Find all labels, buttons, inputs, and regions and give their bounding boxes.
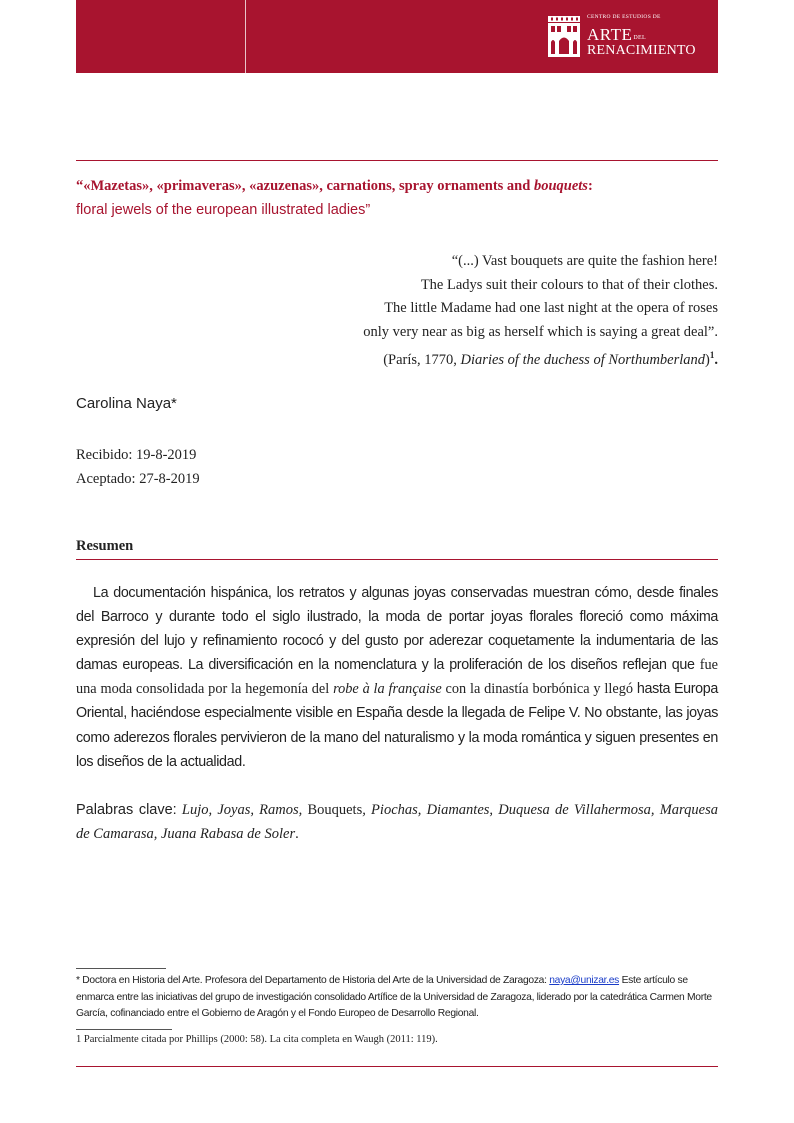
- keywords-label: Palabras clave:: [76, 802, 177, 818]
- epigraph-line: only very near as big as herself which is saying a great deal”.: [363, 323, 718, 340]
- footnote-1: 1 Parcialmente citada por Phillips (2000: 58). La cita completa en Waugh (2011: 119).: [76, 1034, 438, 1045]
- logo-small-text: CENTRO DE ESTUDIOS DE: [587, 14, 661, 20]
- header-divider: [245, 0, 246, 73]
- article-title: “«Mazetas», «primaveras», «azuzenas», carnations, spray ornaments and bouquets:: [76, 178, 593, 194]
- logo-renacimiento-text: RENACIMIENTO: [587, 43, 696, 58]
- page-header: [76, 0, 718, 73]
- abstract-paragraph: La documentación hispánica, los retratos y algunas joyas conservadas muestran cómo, desde finales del Barroco y durante todo el siglo ilustrado, la moda de portar joyas florales floreció como máxima expresión del lujo y refinamiento rococó y del gusto por aderezar coquetamente la indumentaria de las damas europeas. La diversificación en la nomenclatura y la proliferación de los diseños reflejan que fue una moda consolidada por la hegemonía del robe à la française con la dinastía borbónica y llegó hasta Europa Oriental, haciéndose especialmente visible en España desde la llegada de Felipe V. No obstante, las joyas como aderezos florales pervivieron de la mano del naturalismo y la moda romántica y siguen presentes en los diseños de la actualidad.: [76, 585, 718, 770]
- footnote-author: * Doctora en Historia del Arte. Profesora del Departamento de Historia del Arte de la Universidad de Zaragoza: naya@unizar.es Este artículo se enmarca entre las iniciativas del grupo de investigación consolidado Artífice de la Universidad de Zaragoza, liderado por la catedrática Carmen Morte García, cofinanciado entre el Gobierno de Aragón y el Fondo Europeo de Desarrollo Regional.: [76, 975, 712, 1019]
- footnote-rule: [76, 968, 166, 969]
- received-date: Recibido: 19-8-2019: [76, 447, 197, 463]
- article-dates: [76, 443, 200, 491]
- logo-arte-text: ARTEDEL: [587, 25, 646, 44]
- resumen-rule: [76, 559, 718, 560]
- epigraph-line: The Ladys suit their colours to that of their clothes.: [420, 276, 718, 293]
- building-logo-icon: [547, 14, 581, 58]
- title-top-rule: [76, 160, 718, 161]
- footnote-rule-2: [76, 1029, 172, 1030]
- epigraph-line: The little Madame had one last night at the opera of roses: [384, 300, 718, 316]
- accepted-date: Aceptado: 27-8-2019: [76, 471, 200, 487]
- epigraph-source: (París, 1770, Diaries of the duchess of Northumberland)$^1$.: [383, 350, 718, 368]
- footnote-ref[interactable]: 1: [709, 350, 715, 360]
- author-name: Carolina Naya*: [76, 395, 177, 412]
- email-link[interactable]: naya@unizar.es: [549, 975, 620, 986]
- resumen-heading: Resumen: [76, 538, 134, 554]
- footer-rule: [76, 1066, 718, 1067]
- epigraph-line: “(...) Vast bouquets are quite the fashion here!: [451, 253, 718, 269]
- keywords-paragraph: Palabras clave: Lujo, Joyas, Ramos, Bouquets, Piochas, Diamantes, Duquesa de Villahermosa, Marquesa de Camarasa, Juana Rabasa de Soler.: [76, 802, 718, 842]
- logo-del-text: DEL: [633, 35, 646, 41]
- epigraph-quote: [363, 250, 718, 372]
- article-subtitle: floral jewels of the european illustrated ladies”: [76, 202, 371, 218]
